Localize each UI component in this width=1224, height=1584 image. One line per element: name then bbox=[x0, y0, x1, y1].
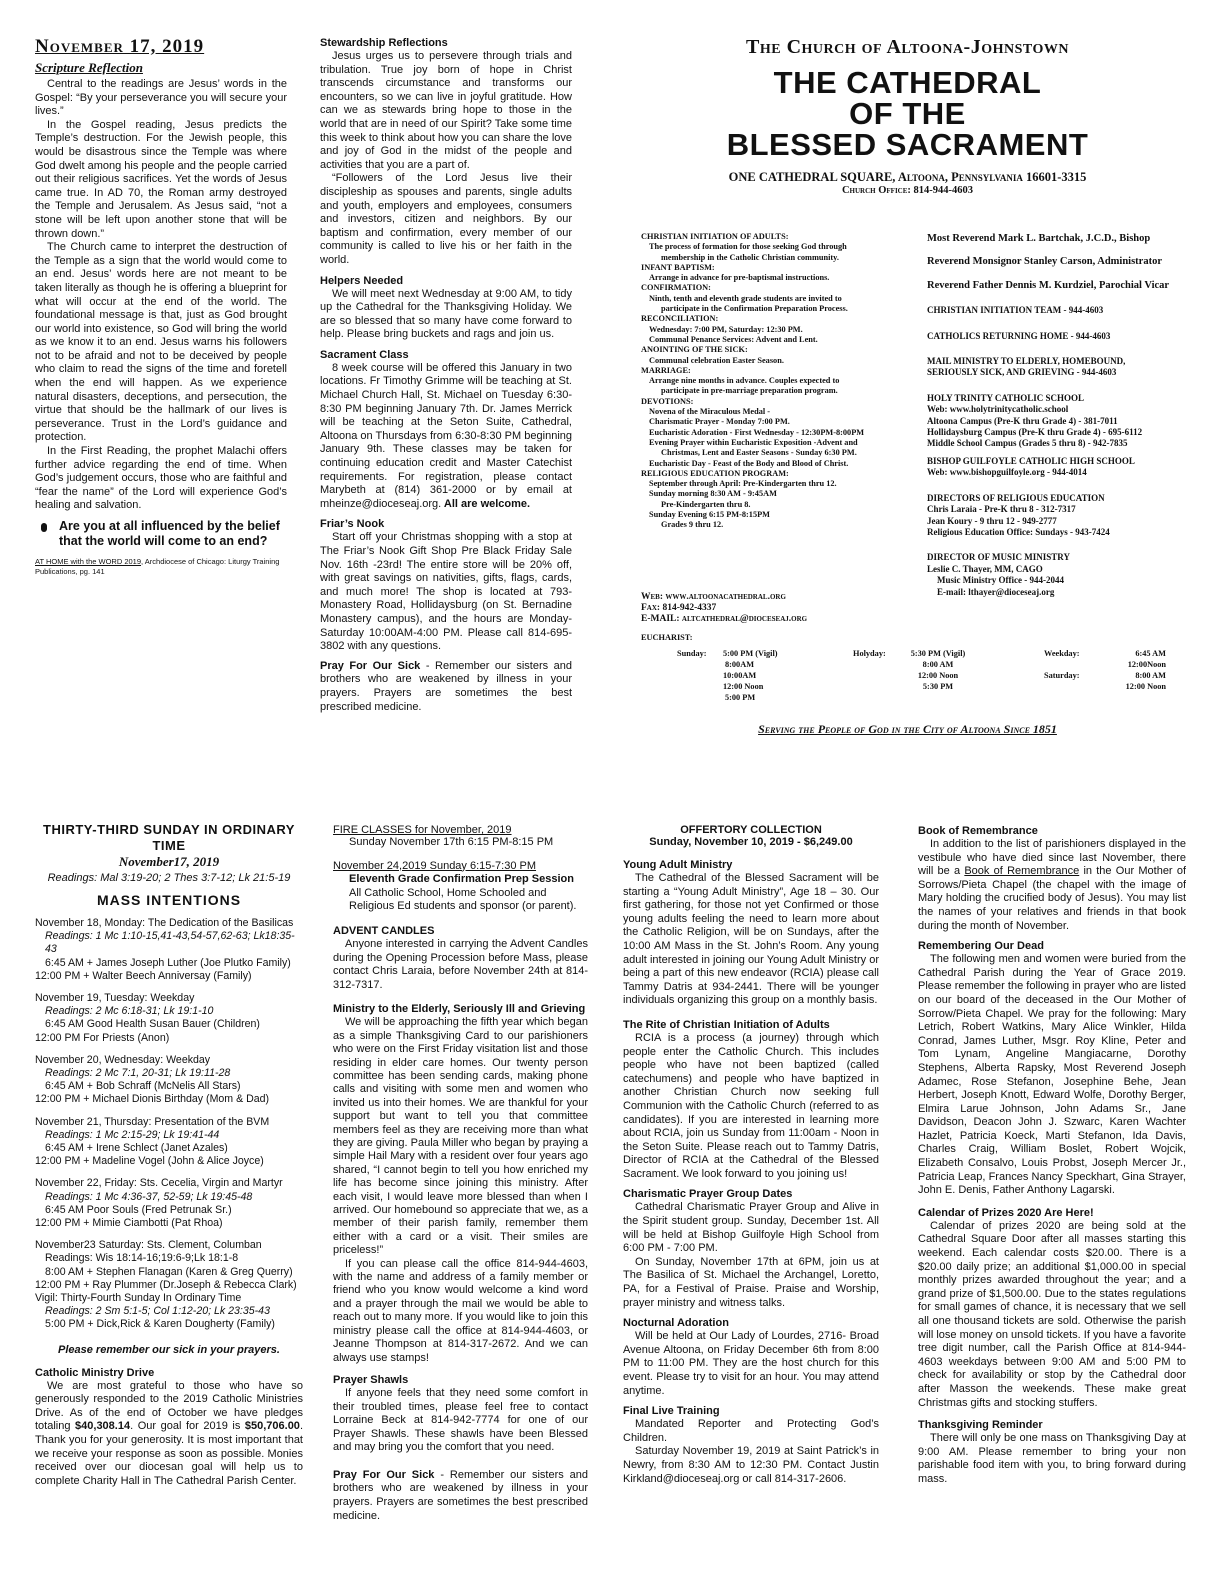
liturgical-title: THIRTY-THIRD SUNDAY IN ORDINARY TIME bbox=[43, 822, 295, 853]
address: ONE CATHEDRAL SQUARE, Altoona, Pennsylvania 16601-3315 bbox=[728, 170, 1087, 184]
scripture-paragraph: Central to the readings are Jesus’ words in the Gospel: “By your perseverance you will secure your lives.” bbox=[35, 78, 287, 118]
section-text bbox=[320, 660, 572, 714]
directory-heading: CONFIRMATION: bbox=[641, 283, 711, 293]
intention-day-block bbox=[35, 917, 303, 983]
directory-detail: membership in the Catholic Christian community. bbox=[661, 252, 839, 262]
section-title: Remembering Our Dead bbox=[918, 940, 1044, 953]
fire-line: Eleventh Grade Confirmation Prep Session bbox=[349, 873, 574, 886]
section-title: ADVENT CANDLES bbox=[333, 924, 435, 937]
directory-detail: Pre-Kindergarten thru 8. bbox=[661, 499, 751, 509]
directory-detail: Evening Prayer within Eucharistic Exposition -Advent and bbox=[649, 437, 858, 447]
intention-readings: Readings: 1 Mc 4:36-37, 52-59; Lk 19:45-48 bbox=[45, 1190, 253, 1203]
citation bbox=[35, 557, 287, 577]
intention-line: 6:45 AM + James Joseph Luther (Joe Plutko Family) bbox=[45, 956, 291, 969]
cmd-text: . Our goal for 2019 is bbox=[130, 1420, 245, 1433]
directory-detail: Arrange in advance for pre-baptismal instructions. bbox=[649, 273, 830, 283]
music-title: DIRECTOR OF MUSIC MINISTRY bbox=[927, 552, 1070, 563]
section-title: Charismatic Prayer Group Dates bbox=[623, 1188, 793, 1201]
directory-detail: Ninth, tenth and eleventh grade students are invited to bbox=[649, 293, 842, 303]
directory-detail: Communal Penance Services: Advent and Lent. bbox=[649, 334, 818, 344]
intention-line: 12:00 PM For Priests (Anon) bbox=[35, 1031, 170, 1044]
section-text: There will only be one mass on Thanksgiving Day at 9:00 AM. Please remember to bring your non parishable food item with you, to bring forward during mass. bbox=[918, 1432, 1186, 1485]
school-line: Hollidaysburg Campus (Pre-K thru Grade 4) - 695-6112 bbox=[927, 427, 1143, 438]
mass-time: 12:00 Noon bbox=[917, 671, 959, 680]
section-title: Calendar of Prizes 2020 Are Here! bbox=[918, 1206, 1094, 1219]
section-text bbox=[333, 1469, 588, 1523]
mail-ministry: MAIL MINISTRY TO ELDERLY, HOMEBOUND, bbox=[927, 356, 1126, 367]
directory-detail: Wednesday: 7:00 PM, Saturday: 12:30 PM. bbox=[649, 324, 803, 334]
saturday-times bbox=[1096, 670, 1166, 692]
mass-time: 8:00AM bbox=[725, 660, 755, 669]
citation-source: AT HOME with the WORD 2019 bbox=[35, 557, 142, 566]
intention-readings: Readings: 1 Mc 2:15-29; Lk 19:41-44 bbox=[45, 1128, 220, 1141]
section-text: Cathedral Charismatic Prayer Group and Alive in the Spirit student group. Sunday, December 1st. All will be held at Bishop Guilfoyle High School from 6:00 PM - 7:00 PM. bbox=[623, 1201, 879, 1255]
section-title: Young Adult Ministry bbox=[623, 859, 733, 871]
saturday-label: Saturday: bbox=[1044, 671, 1080, 680]
date-heading: November 17, 2019 bbox=[35, 36, 205, 57]
directory-detail: participate in pre-marriage preparation program. bbox=[661, 386, 838, 396]
intention-readings: Readings: 2 Sm 5:1-5; Col 1:12-20; Lk 23:35-43 bbox=[45, 1305, 270, 1318]
diocese-name: The Church of Altoona-Johnstown bbox=[746, 36, 1069, 58]
section-title: Sacrament Class bbox=[320, 348, 409, 361]
br-text: in the Our Mother of Sorrows/Pieta Chapel (the chapel with the image of Mary holding the crucified body of Jesus). You may list the names of your relatives and friends in that book during the month of November. bbox=[918, 865, 1186, 932]
sacrament-class-text: 8 week course will be offered this January in two locations. Fr Timothy Grimme will be teaching at St. Michael Church Hall, St. Michael on Tuesday 6:30-8:30 PM beginning January 7th. Dr. James Merrick will be teaching at the Seton Suite, Cathedral, Altoona on Thursdays from 6:30-8:30 PM beginning January 9th. These classes may be taken for continuing education credit and Master Catechist requirements. For registration, please contact Marybeth at (814) 361-2000 or by email at mheinze@dioceseaj.org. bbox=[320, 361, 572, 510]
email[interactable]: E-MAIL: altcathedral@dioceseaj.org bbox=[641, 614, 808, 624]
section-text: Will be held at Our Lady of Lourdes, 2716- Broad Avenue Altoona, on Friday December 6th from 8:00 PM to 11:00 PM. They are the host church for this event. Please try to visit for an hour. You may attend anytime. bbox=[623, 1330, 879, 1397]
section-text: If anyone feels that they need some comfort in their troubled times, please feel free to contact Lorraine Beck at 814-942-7774 for one of our Prayer Shawls. These shawls have been Blessed and may bring you the comfort that you need. bbox=[333, 1386, 588, 1454]
section-title: Helpers Needed bbox=[320, 274, 404, 287]
clergy-name: Reverend Monsignor Stanley Carson, Administrator bbox=[927, 256, 1162, 268]
sunday-times bbox=[723, 648, 778, 703]
intention-day: November 18, Monday: The Dedication of the Basilicas bbox=[35, 917, 294, 929]
school-line: Middle School Campus (Grades 5 thru 8) - 942-7835 bbox=[927, 438, 1128, 449]
directory-detail: The process of formation for those seeking God through bbox=[649, 242, 847, 252]
eucharist-schedule bbox=[641, 632, 1191, 712]
remembrance-column bbox=[918, 824, 1186, 1564]
intention-readings: Readings: Wis 18:14-16;19:6-9;Lk 18:1-8 bbox=[45, 1252, 239, 1265]
mass-time: 12:00 Noon bbox=[723, 682, 764, 691]
fire-title: FIRE CLASSES for November, 2019 bbox=[333, 824, 512, 836]
scripture-paragraph: The Church came to interpret the destruction of the Temple as a sign that the world would come to an end. Jesus’ words here are not meant to be taken literally as though he is offering a blueprint for what will occur at the end of the world. The foundational message is that, just as God brought our world into existence, so God will bring the world as we know it to an end. Jesus warns his followers not to be afraid and not to be deceived by people who claim to read the signs of the time and foretell when the end will happen. As we experience natural disasters, deceptions, and persecution, the virtue that should be the hallmark of our lives is perseverance. Trust in the Lord’s guidance and protection. bbox=[35, 241, 287, 444]
intention-day-block bbox=[35, 1177, 303, 1230]
intention-line: 8:00 AM + Stephen Flanagan (Karen & Greg Querry) bbox=[45, 1265, 293, 1278]
scripture-heading: Scripture Reflection bbox=[35, 60, 143, 75]
section-text: The following men and women were buried from the Cathedral Parish during the Year of Grace 2019. Please remember the following in prayer who are listed on our board of the deceased in the Our Mother of Sorrow/Pieta Chapel. We pray for the following: Mary Letrich, Robert Watkins, Mary Alice Winkler, Hilda Conrad, James Luther, Msgr. Roy Kline, Peter and Tom Lynam, Angeline Mangiacarne, Dorothy Stephens, Alberta Rapsky, Most Reverend Joseph Adamec, Rose Stefanon, Josephine Behe, Jean Herbert, Joseph Knott, Edward Wolfe, Dorothy Berger, Elmira Larue Johnson, John Adams Sr., Jane Davidson, Deacon John J. Szwarc, Karen Wachter Hazlet, Patricia Koeck, Marti Stefanon, Ida Davis, Charles Craig, William Boslet, Robert Wojcik, Elizabeth Consalvo, Louis Probst, Joseph Mercer Jr., Patricia Leap, Frances Nancy Speckhart, Gina Strayer, John E. Denis, Father Anthony Lagarski. bbox=[918, 953, 1186, 1197]
fire-line: Sunday November 17th 6:15 PM-8:15 PM bbox=[349, 836, 554, 848]
intention-day: November23 Saturday: Sts. Clement, Columban bbox=[35, 1239, 262, 1252]
parish-name-line1: THE CATHEDRAL bbox=[773, 65, 1042, 100]
mass-time: 6:45 AM bbox=[1135, 649, 1166, 658]
directory-detail: Charismatic Prayer - Monday 7:00 PM. bbox=[649, 417, 790, 427]
section-text: The Cathedral of the Blessed Sacrament will be starting a “Young Adult Ministry”, Age 18 – 30. Our first gathering, for those not yet Confirmed or those young adults feeling the need to learn more about the Catholic Religion, will be on Sundays, after the 10:00 AM Mass in the St. John’s Room. Any young adult interested in joining our Young Adult Ministry or being a part of this new endeavor (RCIA) please call Tammy Datris at 934-2441. There will be younger individuals organizing this group on a monthly basis. bbox=[623, 872, 879, 1007]
intention-readings: Readings: 1 Mc 1:10-15,41-43,54-57,62-63; Lk18:35-43 bbox=[45, 930, 295, 956]
liturgical-date: November17, 2019 bbox=[118, 854, 220, 869]
scripture-paragraph: In the Gospel reading, Jesus predicts the Temple’s destruction. For the Jewish people, this would be disastrous since the Temple was where God dwelt among his people and the people carried out their religious sacrifices. Yet the words of Jesus came true. In AD 70, the Roman army destroyed the Temple and Jerusalem. As Jesus said, “not a stone will be left upon another stone that will be thrown down.” bbox=[35, 118, 287, 240]
church-office: Church Office: 814-944-4603 bbox=[841, 185, 974, 196]
pray-sick-title: Pray For Our Sick bbox=[320, 659, 421, 672]
dre-line: Chris Laraia - Pre-K thru 8 - 312-7317 bbox=[927, 504, 1076, 515]
mass-time: 5:00 PM bbox=[725, 693, 756, 702]
intention-day: November 20, Wednesday: Weekday bbox=[35, 1053, 211, 1066]
school-line: Altoona Campus (Pre-K thru Grade 4) - 381-7011 bbox=[927, 415, 1118, 426]
weekday-label: Weekday: bbox=[1044, 649, 1080, 658]
section-title: Thanksgiving Reminder bbox=[918, 1419, 1043, 1432]
scripture-paragraph: In the First Reading, the prophet Malachi offers further advice regarding the end of time. When God’s judgement occurs, those who are faithful and “fear the name” of the Lord will experience God’s healing and salvation. bbox=[35, 445, 287, 512]
intention-line: 6:45 AM Good Health Susan Bauer (Children) bbox=[45, 1018, 260, 1031]
music-line: Leslie C. Thayer, MM, CAGO bbox=[927, 563, 1043, 574]
cmd-text: . Thank you for your generosity. It is most important that we receive your response as soon as possible. Monies received over our diocesan goal will help us to complete Charity Hall in The Cathedral Parish Center. bbox=[35, 1420, 303, 1487]
directory-detail: Christmas, Lent and Easter Seasons - Sunday 6:30 PM. bbox=[661, 448, 857, 458]
directory-detail: September through April: Pre-Kindergarten thru 12. bbox=[649, 479, 837, 489]
directory-detail: Arrange nine months in advance. Couples expected to bbox=[649, 376, 840, 386]
directory-heading: MARRIAGE: bbox=[641, 365, 691, 375]
pray-sick-text: - Remember our sisters and brothers who are weakened by illness in your prayers. Prayers are sometimes the best prescribed medicine. bbox=[320, 659, 572, 713]
intention-day: November 21, Thursday: Presentation of the BVM bbox=[35, 1115, 270, 1128]
intention-day: November 19, Tuesday: Weekday bbox=[35, 992, 195, 1005]
mass-time: 5:30 PM (Vigil) bbox=[910, 649, 966, 658]
section-title: Book of Remembrance bbox=[918, 825, 1038, 837]
br-text: In addition to the list of parishioners displayed in the vestibule who have died since last November, there will be a bbox=[918, 838, 1186, 878]
section-text: Saturday November 19, 2019 at Saint Patrick’s in Newry, from 8:30 AM to 12:30 PM. Contact Justin Kirkland@dioceseaj.org or call 814-317-2606. bbox=[623, 1445, 879, 1485]
section-text: Mandated Reporter and Protecting God’s Children. bbox=[623, 1418, 879, 1444]
directory-heading: RELIGIOUS EDUCATION PROGRAM: bbox=[641, 468, 789, 478]
high-school-title: BISHOP GUILFOYLE CATHOLIC HIGH SCHOOL bbox=[927, 455, 1135, 466]
mass-time: 12:00 Noon bbox=[1125, 682, 1166, 691]
directory-heading: RECONCILIATION: bbox=[641, 314, 719, 324]
holyday-times bbox=[903, 648, 973, 692]
website[interactable]: Web: www.altoonacathedral.org bbox=[641, 592, 786, 602]
directory-heading: CHRISTIAN INITIATION OF ADULTS: bbox=[641, 232, 789, 241]
initiation-team: CHRISTIAN INITIATION TEAM - 944-4603 bbox=[927, 305, 1104, 316]
intention-line: 12:00 PM + Walter Beech Anniversay (Family) bbox=[35, 969, 252, 982]
intention-day-block bbox=[35, 1116, 303, 1169]
serving-tagline: Serving the People of God in the City of Altoona Since 1851 bbox=[758, 722, 1057, 736]
music-line: E-mail: lthayer@dioceseaj.org bbox=[937, 586, 1055, 597]
school-title: HOLY TRINITY CATHOLIC SCHOOL bbox=[927, 392, 1084, 403]
mass-time: 10:00AM bbox=[723, 671, 757, 680]
directory-detail: Eucharistic Adoration - First Wednesday - 12:30PM-8:00PM bbox=[649, 427, 865, 437]
holyday-label: Holyday: bbox=[853, 649, 886, 658]
mass-intentions-column bbox=[35, 822, 303, 1562]
section-title: The Rite of Christian Initiation of Adults bbox=[623, 1018, 830, 1031]
intention-line: 5:00 PM + Dick,Rick & Karen Dougherty (Family) bbox=[45, 1318, 275, 1331]
pray-sick-text: - Remember our sisters and brothers who are weakened by illness in your prayers. Prayers are sometimes the best prescribed medicine. bbox=[333, 1468, 588, 1522]
pray-sick-title: Pray For Our Sick bbox=[333, 1468, 435, 1481]
school-line: Web: www.holytrinitycatholic.school bbox=[927, 404, 1069, 415]
fire-classes-column bbox=[333, 824, 588, 1564]
saturday-intentions bbox=[35, 1239, 303, 1331]
directory-heading: ANOINTING OF THE SICK: bbox=[641, 345, 748, 355]
book-of-remembrance: Book of Remembrance bbox=[964, 865, 1080, 878]
fax: Fax: 814-942-4337 bbox=[641, 603, 717, 613]
reflection-question: Are you at all influenced by the belief that the world will come to an end? bbox=[35, 519, 287, 549]
sunday-label: Sunday: bbox=[677, 649, 707, 658]
staff-directory bbox=[927, 233, 1189, 633]
scripture-column bbox=[35, 36, 287, 756]
intention-day: November 22, Friday: Sts. Cecelia, Virgin and Martyr bbox=[35, 1177, 283, 1190]
high-school-web: Web: www.bishopguilfoyle.org - 944-4014 bbox=[927, 467, 1087, 478]
mass-time: 12:00Noon bbox=[1127, 660, 1166, 669]
citation-details: , Archdiocese of Chicago: Liturgy Training Publications, pg. 141 bbox=[35, 557, 280, 576]
mass-time: 8:00 AM bbox=[1135, 671, 1166, 680]
section-title: Final Live Training bbox=[623, 1405, 720, 1418]
mail-ministry-cont: SERIOUSLY SICK, AND GRIEVING - 944-4603 bbox=[927, 367, 1117, 378]
section-text bbox=[35, 1380, 303, 1489]
sacraments-directory bbox=[641, 232, 911, 577]
directory-detail: Grades 9 thru 12. bbox=[661, 520, 724, 530]
section-text: On Sunday, November 17th at 6PM, join us at The Basilica of St. Michael the Archangel, Loretto, PA, for a Festival of Praise. Praise and Worship, prayer ministry and witness talks. bbox=[623, 1255, 879, 1309]
mass-intentions-title: MASS INTENTIONS bbox=[96, 892, 242, 908]
section-title: Stewardship Reflections bbox=[320, 37, 448, 49]
music-line: Music Ministry Office - 944-2044 bbox=[937, 575, 1064, 586]
intentions-list bbox=[35, 917, 303, 1230]
clergy-name: Reverend Father Dennis M. Kurdziel, Parochial Vicar bbox=[927, 279, 1170, 291]
mass-time: 5:00 PM (Vigil) bbox=[723, 649, 778, 658]
goal-total: $50,706.00 bbox=[244, 1420, 300, 1433]
section-title: Ministry to the Elderly, Seriously Ill and Grieving bbox=[333, 1003, 586, 1016]
fire-line: All Catholic School, Home Schooled and Religious Ed students and sponsor (or parent). bbox=[349, 886, 577, 913]
intention-readings: Readings: 2 Mc 6:18-31; Lk 19:1-10 bbox=[45, 1005, 214, 1018]
section-text: RCIA is a process (a journey) through which people enter the Catholic Church. This includes people who have not been baptized (called catechumens) and people who have baptized in another Christian Church now seeking full Communion with the Catholic Church (referred to as candidates). If you are interested in learning more about RCIA, join us Sunday from 11:00am - Noon in the Seton Suite. Please reach out to Tammy Datris, Director of RCIA at the Cathedral of the Blessed Sacrament. We look forward to you joining us! bbox=[623, 1031, 879, 1180]
offertory-column bbox=[623, 824, 879, 1564]
section-text: Jesus urges us to persevere through trials and tribulation. True joy born of hope in Christ transcends circumstance and transforms our encounters, so we can live in joyful gratitude. How can we as stewards bring hope to those in the world that are in need of our Spirit? Take some time this week to think about how you can share the love and joy of God in the midst of the people and activities that you are a part of. bbox=[320, 50, 572, 171]
intention-line: 12:00 PM + Ray Plummer (Dr.Joseph & Rebecca Clark) bbox=[35, 1278, 297, 1291]
section-text: If you can please call the office 814-944-4603, with the name and address of a family member or friend who you know would welcome a kind word and a prayer through the mail we would be able to reach out to many more. If you would like to join this ministry please call the office at 814-944-4603, or Jeanne Thompson at 814-317-2672. And we can always use stamps! bbox=[333, 1257, 588, 1364]
intention-line: Vigil: Thirty-Fourth Sunday In Ordinary Time bbox=[35, 1292, 242, 1305]
section-title: Nocturnal Adoration bbox=[623, 1317, 729, 1330]
clergy-name: Most Reverend Mark L. Bartchak, J.C.D., Bishop bbox=[927, 233, 1151, 244]
directory-heading: DEVOTIONS: bbox=[641, 396, 694, 406]
catholics-returning: CATHOLICS RETURNING HOME - 944-4603 bbox=[927, 330, 1111, 341]
section-title: Catholic Ministry Drive bbox=[35, 1366, 155, 1379]
dre-title: DIRECTORS OF RELIGIOUS EDUCATION bbox=[927, 492, 1105, 503]
section-text: “Followers of the Lord Jesus live their discipleship as spouses and parents, single adults and youth, employers and employees, consumers and investors, citizen and neighbors. By our baptism and confirmation, every member of our community is called to live his or her faith in the world. bbox=[320, 172, 572, 266]
section-text bbox=[320, 362, 572, 512]
mass-time: 8:00 AM bbox=[922, 660, 954, 669]
offertory-amount: Sunday, November 10, 2019 - $6,249.00 bbox=[649, 836, 853, 848]
intention-line: 6:45 AM + Bob Schraff (McNelis All Stars) bbox=[45, 1080, 241, 1093]
eucharist-title: EUCHARIST: bbox=[641, 633, 693, 642]
directory-detail: Novena of the Miraculous Medal - bbox=[649, 407, 770, 417]
sick-prayer-note: Please remember our sick in your prayers. bbox=[58, 1343, 280, 1356]
parish-name-line2: OF THE bbox=[849, 96, 966, 131]
directory-detail: Sunday Evening 6:15 PM-8:15PM bbox=[649, 510, 771, 520]
cmd-text: We are most grateful to those who have so generously responded to the 2019 Catholic Ministries Drive. As of the end of October we have pledges totaling bbox=[35, 1379, 303, 1433]
intention-line: 12:00 PM + Michael Dionis Birthday (Mom & Dad) bbox=[35, 1093, 270, 1106]
section-text bbox=[918, 838, 1186, 933]
section-text: We will meet next Wednesday at 9:00 AM, to tidy up the Cathedral for the Thanksgiving Holiday. We are so blessed that so many have come forward to help. Please bring buckets and rags and join us. bbox=[320, 287, 572, 341]
weekday-times bbox=[1096, 648, 1166, 670]
section-text: Anyone interested in carrying the Advent Candles during the Opening Procession before Mass, please contact Chris Laraia, before November 24th at 814-312-7317. bbox=[333, 937, 588, 991]
dre-line: Religious Education Office: Sundays - 943-7424 bbox=[927, 526, 1110, 537]
section-text: We will be approaching the fifth year which began as a simple Thanksgiving Card to our parishioners who were on the First Friday visitation list and those residing in elder care homes. Our twenty person committee has been sending cards, making phone calls and visiting with some men and women who invited us into their homes. We are thankful for your support but want to tell you that committee members feel as they are receiving more than what they are giving. Paula Miller who began by praying a simple Hail Mary with a resident over four years ago shared, “I cannot begin to tell you how enriched my life has become since joining this ministry. After each visit, I would leave more blessed than when I arrived. Our homebound so appreciate that we, as a member of their parish family, remember them either with a card or a visit. Their smiles are priceless!” bbox=[333, 1016, 588, 1257]
section-title: Friar’s Nook bbox=[320, 518, 385, 531]
masthead bbox=[625, 36, 1190, 216]
directory-detail: participate in the Confirmation Preparation Process. bbox=[661, 304, 848, 314]
dre-line: Jean Koury - 9 thru 12 - 949-2777 bbox=[927, 515, 1057, 526]
intention-line: 6:45 AM + Irene Schlect (Janet Azales) bbox=[45, 1142, 228, 1155]
intention-readings: Readings: 2 Mc 7:1, 20-31; Lk 19:11-28 bbox=[45, 1067, 231, 1080]
offertory-title: OFFERTORY COLLECTION bbox=[680, 824, 822, 836]
intention-line: 12:00 PM + Mimie Ciambotti (Pat Rhoa) bbox=[35, 1217, 223, 1230]
intention-day-block bbox=[35, 1054, 303, 1107]
section-title: Prayer Shawls bbox=[333, 1373, 409, 1386]
section-text: Start off your Christmas shopping with a stop at The Friar’s Nook Gift Shop Pre Black Friday Sale Nov. 16th -23rd! The entire store will be 20% off, with great savings on nativities, gifts, flags, cards, and much more! The shop is located at 793- Monastery Road, Hollidaysburg (on St. Bernadine Monastery campus), and the hours are Monday-Saturday 10:00AM-4:00 PM. Please call 814-695-3802 with any questions. bbox=[320, 531, 572, 653]
sunday-readings: Readings: Mal 3:19-20; 2 Thes 3:7-12; Lk 21:5-19 bbox=[47, 872, 291, 884]
directory-detail: Communal celebration Easter Season. bbox=[649, 355, 784, 365]
intention-line: 12:00 PM + Madeline Vogel (John & Alice Joyce) bbox=[35, 1155, 264, 1168]
parish-name-line3: BLESSED SACRAMENT bbox=[726, 127, 1089, 162]
fire-line: November 24,2019 Sunday 6:15-7:30 PM bbox=[333, 859, 537, 872]
all-welcome: All are welcome. bbox=[441, 497, 531, 510]
pledges-total: $40,308.14 bbox=[75, 1420, 131, 1433]
contact-block bbox=[641, 592, 931, 632]
stewardship-column bbox=[320, 36, 572, 751]
directory-detail: Eucharistic Day - Feast of the Body and Blood of Christ. bbox=[649, 458, 849, 468]
intention-day-block bbox=[35, 992, 303, 1045]
directory-detail: Sunday morning 8:30 AM - 9:45AM bbox=[649, 489, 777, 499]
directory-heading: INFANT BAPTISM: bbox=[641, 262, 715, 272]
section-text: Calendar of prizes 2020 are being sold at the Cathedral Square Door after all masses starting this weekend. Each calendar costs $20.00. There is a $20.00 daily prize; an additional $1,000.00 in special monthly prizes awarded throughout the year; and a grand prize of $1,500.00. Due to the states regulations for small games of chance, it is necessary that we sell all one thousand tickets are sold. Otherwise the parish will lose money on unsold tickets. If you have a favorite tree digit number, call the Parish Office at 814-944-4603 weekdays between 9:00 AM and 5:00 PM to check for availability or stop by the Cathedral door after Masson the weekends. These make great Christmas gifts and stocking stuffers. bbox=[918, 1219, 1186, 1409]
mass-time: 5:30 PM bbox=[922, 682, 954, 691]
intention-line: 6:45 AM Poor Souls (Fred Petrunak Sr.) bbox=[45, 1203, 232, 1216]
